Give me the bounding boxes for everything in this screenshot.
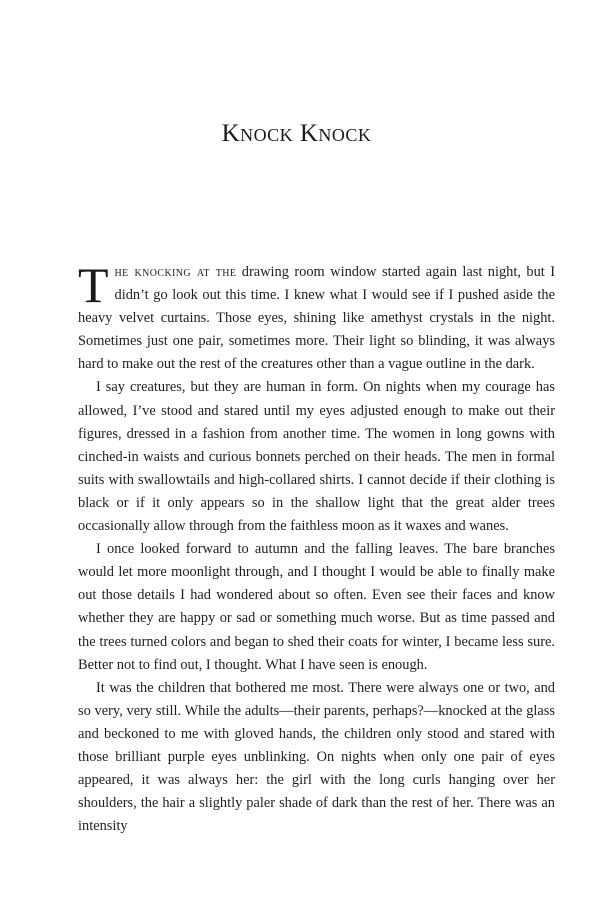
paragraph-3: I once looked forward to autumn and the falling leaves. The bare branches would let more moonlight through, and I thought I would be able to finally make out those details I had wondered about so often. Even see their faces and know whether they are happy or sad or something much worse. But as time passed and the trees turned colors and began to shed their coats for winter, I became less sure. Better not to find out, I thought. What I have seen is enough. <box>78 541 555 673</box>
body-text <box>78 257 555 838</box>
lead-in-small-caps: he knocking at the <box>114 264 237 280</box>
drop-cap: T <box>78 257 109 313</box>
paragraph-2: I say creatures, but they are human in form. On nights when my courage has allowed, I’ve stood and stared until my eyes adjusted enough to make out their figures, dressed in a fashion from another time. The women in long gowns with cinched-in waists and curious bonnets perched on their heads. The men in formal suits with swallowtails and high-collared shirts. I cannot decide if their clothing is black or if it only appears so in the shallow light that the great alder trees occasionally allow through from the faithless moon as it waxes and wanes. <box>78 379 555 535</box>
paragraph-1-text: drawing room window started again last night, but I didn’t go look out this time. I knew what I would see if I pushed aside the heavy velvet curtains. Those eyes, shining like amethyst crystals in the night. Sometimes just one pair, sometimes more. Their light so blinding, it was always hard to make out the rest of the creatures other than a vague outline in the dark. <box>78 264 555 373</box>
paragraph-4: It was the children that bothered me most. There were always one or two, and so very, very still. While the adults—their parents, perhaps?—knocked at the glass and beckoned to me with gloved hands, the children only stood and stared with those brilliant purple eyes unblinking. On nights when only one pair of eyes appeared, it was always her: the girl with the long curls hanging over her shoulders, the hair a slightly paler shade of dark than the rest of her. There was an intensity <box>78 679 555 835</box>
paragraph-1 <box>78 257 555 376</box>
chapter-title: Knock Knock <box>221 120 372 147</box>
